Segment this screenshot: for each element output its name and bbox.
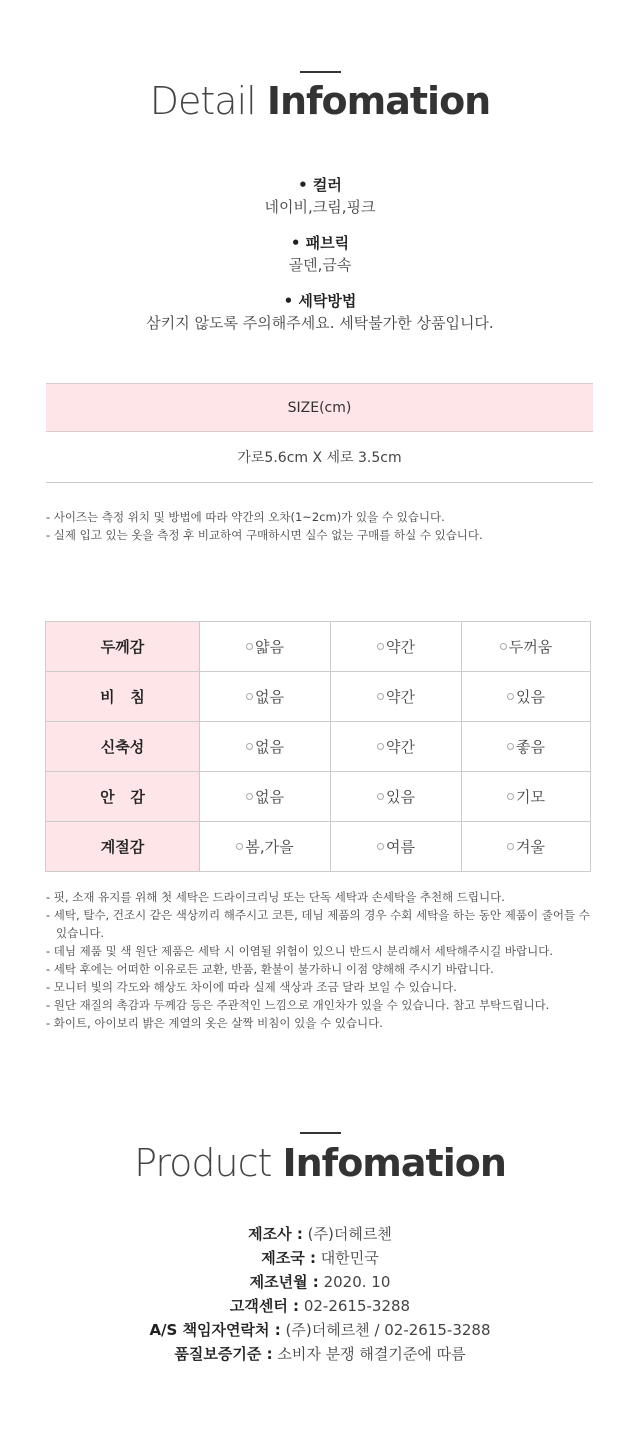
detail-label: • 세탁방법 (283, 292, 357, 310)
note-line: - 원단 재질의 촉감과 두께감 등은 주관적인 느낌으로 개인차가 있을 수 있습니다. 참고 부탁드립니다. (46, 998, 550, 1012)
option-label: 여름 (386, 838, 415, 856)
product-title-bold: Infomation (282, 1141, 506, 1185)
note-line: - 사이즈는 측정 위치 및 방법에 따라 약간의 오차(1~2cm)가 있을 수 있습니다. (46, 510, 445, 524)
product-info-row (0, 1294, 640, 1318)
info-key: 품질보증기준 : (174, 1345, 273, 1363)
detail-item-washing (0, 290, 640, 334)
note-line: - 모니터 빛의 각도와 해상도 차이에 따라 실제 색상과 조금 달라 보일 수 있습니다. (46, 980, 457, 994)
option-cell (462, 722, 591, 772)
detail-value: 골덴,금속 (288, 256, 352, 274)
info-value: 02-2615-3288 (303, 1297, 411, 1315)
option-cell (331, 722, 462, 772)
option-cell (462, 672, 591, 722)
option-cell (200, 822, 331, 872)
row-header: 비 침 (46, 672, 200, 722)
table-row (46, 722, 591, 772)
radio-icon (246, 793, 253, 800)
detail-value: 네이비,크림,핑크 (264, 198, 376, 216)
detail-value: 삼키지 않도록 주의해주세요. 세탁불가한 상품입니다. (146, 314, 494, 332)
info-value: (주)더헤르첸 (307, 1225, 392, 1243)
radio-icon (246, 743, 253, 750)
size-table (46, 383, 593, 483)
row-header: 두께감 (46, 622, 200, 672)
option-cell (200, 622, 331, 672)
detail-title-bold: Infomation (266, 79, 491, 123)
radio-icon (377, 643, 384, 650)
info-key: 고객센터 : (229, 1297, 300, 1315)
radio-icon (507, 743, 514, 750)
info-value: 소비자 분쟁 해결기준에 따름 (277, 1345, 466, 1363)
option-label: 기모 (516, 788, 545, 806)
radio-icon (500, 643, 507, 650)
section-divider (300, 71, 341, 73)
fabric-feel-table (45, 621, 591, 872)
note-line: - 세탁 후에는 어떠한 이유로든 교환, 반품, 환불이 불가하니 이점 양해해 주시기 바랍니다. (46, 962, 494, 976)
detail-item-color (0, 174, 640, 218)
option-label: 봄,가을 (245, 838, 294, 856)
info-key: 제조국 : (261, 1249, 316, 1267)
size-notes (46, 508, 594, 544)
option-cell (331, 672, 462, 722)
note-line: - 실제 입고 있는 옷을 측정 후 비교하여 구매하시면 실수 없는 구매를 하실 수 있습니다. (46, 528, 483, 542)
note-line: - 화이트, 아이보리 밝은 계열의 옷은 살짝 비침이 있을 수 있습니다. (46, 1016, 383, 1030)
radio-icon (236, 843, 243, 850)
size-value: 가로5.6cm X 세로 3.5cm (46, 432, 593, 483)
option-cell (462, 822, 591, 872)
option-cell (200, 672, 331, 722)
info-key: 제조년월 : (249, 1273, 319, 1291)
radio-icon (507, 843, 514, 850)
row-header: 안 감 (46, 772, 200, 822)
option-cell (462, 772, 591, 822)
option-cell (331, 622, 462, 672)
option-label: 약간 (386, 738, 415, 756)
note-line: - 데님 제품 및 색 원단 제품은 세탁 시 이염될 위험이 있으니 반드시 분리해서 세탁해주시길 바랍니다. (46, 944, 553, 958)
option-cell (331, 772, 462, 822)
table-row (46, 672, 591, 722)
option-label: 약간 (386, 688, 415, 706)
option-cell (462, 622, 591, 672)
table-row (46, 772, 591, 822)
product-info-row (0, 1246, 640, 1270)
option-label: 없음 (255, 738, 284, 756)
option-cell (200, 722, 331, 772)
info-value: 대한민국 (320, 1249, 379, 1267)
product-info-list (0, 1222, 640, 1366)
option-cell (331, 822, 462, 872)
option-label: 있음 (516, 688, 545, 706)
option-cell (200, 772, 331, 822)
product-info-row (0, 1318, 640, 1342)
radio-icon (246, 693, 253, 700)
table-row (46, 622, 591, 672)
product-title (0, 1141, 640, 1185)
product-title-light: Product (134, 1141, 272, 1185)
note-line: - 핏, 소재 유지를 위해 첫 세탁은 드라이크리닝 또는 단독 세탁과 손세탁을 추천해 드립니다. (46, 890, 505, 904)
option-label: 겨울 (516, 838, 545, 856)
section-divider (300, 1132, 341, 1134)
option-label: 있음 (386, 788, 415, 806)
detail-title (0, 79, 640, 123)
care-notes (46, 888, 594, 1032)
radio-icon (377, 693, 384, 700)
option-label: 없음 (255, 788, 284, 806)
radio-icon (377, 793, 384, 800)
size-header: SIZE(cm) (46, 383, 593, 432)
option-label: 좋음 (516, 738, 545, 756)
radio-icon (377, 843, 384, 850)
product-info-row (0, 1270, 640, 1294)
row-header: 신축성 (46, 722, 200, 772)
product-info-row (0, 1342, 640, 1366)
radio-icon (507, 793, 514, 800)
detail-title-light: Detail (149, 79, 256, 123)
detail-item-fabric (0, 232, 640, 276)
info-key: 제조사 : (248, 1225, 303, 1243)
radio-icon (507, 693, 514, 700)
radio-icon (246, 643, 253, 650)
product-info-row (0, 1222, 640, 1246)
info-key: A/S 책임자연락처 : (149, 1321, 281, 1339)
option-label: 두꺼움 (508, 638, 553, 656)
option-label: 약간 (386, 638, 415, 656)
note-line: - 세탁, 탈수, 건조시 같은 색상끼리 해주시고 코튼, 데님 제품의 경우 수회 세탁을 하는 동안 제품이 줄어들 수 있습니다. (46, 908, 590, 940)
option-label: 얇음 (255, 638, 284, 656)
option-label: 없음 (255, 688, 284, 706)
detail-label: • 패브릭 (290, 234, 350, 252)
row-header: 계절감 (46, 822, 200, 872)
info-value: 2020. 10 (323, 1273, 391, 1291)
detail-label: • 컬러 (298, 176, 342, 194)
radio-icon (377, 743, 384, 750)
table-row (46, 822, 591, 872)
info-value: (주)더헤르첸 / 02-2615-3288 (285, 1321, 491, 1339)
